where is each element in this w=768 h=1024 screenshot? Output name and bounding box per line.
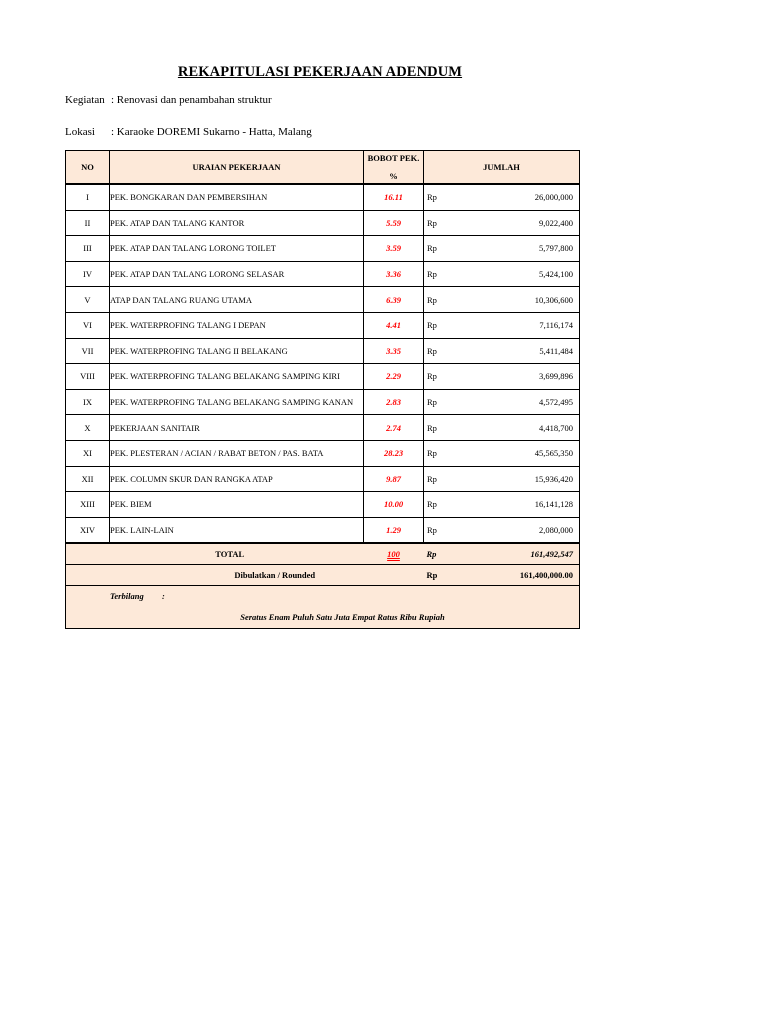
row-uraian: PEK. PLESTERAN / ACIAN / RABAT BETON / PAS. BATA: [110, 440, 364, 466]
terbilang-colon: :: [161, 591, 165, 602]
header-bobot: [364, 151, 424, 185]
row-uraian: PEKERJAAN SANITAIR: [110, 415, 364, 441]
row-jumlah-cell: [424, 312, 580, 338]
row-uraian: PEK. WATERPROFING TALANG BELAKANG SAMPING KIRI: [110, 364, 364, 390]
row-jumlah: 2,080,000: [539, 525, 573, 536]
row-jumlah: 16,141,128: [534, 499, 573, 510]
row-jumlah: 5,797,800: [539, 243, 573, 254]
row-uraian: PEK. COLUMN SKUR DAN RANGKA ATAP: [110, 466, 364, 492]
row-jumlah-cell: [424, 210, 580, 236]
row-no: IX: [66, 389, 110, 415]
row-no: V: [66, 287, 110, 313]
row-bobot: 3.59: [364, 236, 424, 262]
header-uraian: URAIAN PEKERJAAN: [110, 151, 364, 185]
row-bobot: 28.23: [364, 440, 424, 466]
table-row: [66, 338, 580, 364]
table-row: [66, 389, 580, 415]
row-bobot: 2.83: [364, 389, 424, 415]
total-bobot: 100: [387, 549, 400, 560]
row-currency: Rp: [427, 269, 437, 280]
row-jumlah-cell: [424, 287, 580, 313]
row-uraian: PEK. ATAP DAN TALANG LORONG SELASAR: [110, 261, 364, 287]
row-uraian: PEK. WATERPROFING TALANG II BELAKANG: [110, 338, 364, 364]
row-jumlah: 5,411,484: [539, 345, 573, 356]
row-jumlah-cell: [424, 338, 580, 364]
row-currency: Rp: [427, 473, 437, 484]
lokasi-label: Lokasi: [65, 126, 95, 138]
row-bobot: 16.11: [364, 184, 424, 210]
table-row: [66, 184, 580, 210]
row-jumlah: 4,572,495: [539, 397, 573, 408]
row-currency: Rp: [427, 243, 437, 254]
row-jumlah: 4,418,700: [539, 422, 573, 433]
terbilang-cell: [66, 586, 580, 607]
row-currency: Rp: [427, 448, 437, 459]
row-jumlah-cell: [424, 184, 580, 210]
page-title: REKAPITULASI PEKERJAAN ADENDUM: [177, 64, 463, 80]
row-bobot: 3.36: [364, 261, 424, 287]
row-no: II: [66, 210, 110, 236]
row-currency: Rp: [427, 320, 437, 331]
row-bobot: 5.59: [364, 210, 424, 236]
row-bobot: 2.29: [364, 364, 424, 390]
row-no: I: [66, 184, 110, 210]
row-uraian: PEK. ATAP DAN TALANG LORONG TOILET: [110, 236, 364, 262]
table-row: [66, 415, 580, 441]
rekap-table: [65, 150, 580, 629]
row-jumlah-cell: [424, 236, 580, 262]
total-currency: Rp: [426, 549, 437, 560]
kegiatan-line: [65, 94, 272, 106]
row-no: III: [66, 236, 110, 262]
row-jumlah-cell: [424, 440, 580, 466]
row-jumlah-cell: [424, 364, 580, 390]
total-row: [66, 543, 580, 565]
row-jumlah-cell: [424, 415, 580, 441]
row-currency: Rp: [427, 192, 437, 203]
row-jumlah: 45,565,350: [534, 448, 573, 459]
row-bobot: 4.41: [364, 312, 424, 338]
row-no: XI: [66, 440, 110, 466]
row-jumlah-cell: [424, 261, 580, 287]
row-jumlah: 15,936,420: [534, 473, 573, 484]
row-currency: Rp: [427, 371, 437, 382]
total-label-cell: [66, 543, 364, 565]
row-jumlah: 26,000,000: [534, 192, 573, 203]
words-row: [66, 606, 580, 629]
kegiatan-label: Kegiatan: [65, 94, 105, 106]
header-bobot-line1: BOBOT PEK.: [367, 152, 420, 163]
rounded-row: [66, 565, 580, 586]
row-currency: Rp: [427, 294, 437, 305]
header-bobot-line2: %: [389, 170, 398, 181]
row-uraian: PEK. LAIN-LAIN: [110, 517, 364, 543]
header-no: NO: [66, 151, 110, 185]
total-jumlah: 161,492,547: [530, 549, 573, 560]
rounded-jumlah: 161,400,000.00: [519, 570, 573, 581]
row-bobot: 10.00: [364, 492, 424, 518]
row-jumlah: 7,116,174: [539, 320, 573, 331]
terbilang-row: [66, 586, 580, 607]
table-row: [66, 517, 580, 543]
rounded-label-cell: [66, 565, 424, 586]
table-row: [66, 440, 580, 466]
row-uraian: PEK. WATERPROFING TALANG BELAKANG SAMPING KANAN: [110, 389, 364, 415]
row-no: X: [66, 415, 110, 441]
total-jumlah-cell: [424, 543, 580, 565]
table-row: [66, 492, 580, 518]
row-uraian: PEK. WATERPROFING TALANG I DEPAN: [110, 312, 364, 338]
table-row: [66, 287, 580, 313]
row-no: VII: [66, 338, 110, 364]
row-currency: Rp: [427, 422, 437, 433]
row-jumlah: 10,306,600: [534, 294, 573, 305]
row-currency: Rp: [427, 499, 437, 510]
row-jumlah-cell: [424, 466, 580, 492]
row-no: VI: [66, 312, 110, 338]
row-bobot: 1.29: [364, 517, 424, 543]
row-uraian: PEK. ATAP DAN TALANG KANTOR: [110, 210, 364, 236]
table-row: [66, 261, 580, 287]
row-jumlah: 5,424,100: [539, 269, 573, 280]
row-uraian: PEK. BIEM: [110, 492, 364, 518]
row-jumlah-cell: [424, 389, 580, 415]
row-currency: Rp: [427, 345, 437, 356]
row-bobot: 9.87: [364, 466, 424, 492]
lokasi-value: : Karaoke DOREMI Sukarno - Hatta, Malang: [111, 126, 312, 138]
table-row: [66, 364, 580, 390]
row-bobot: 3.35: [364, 338, 424, 364]
table-header-row: [66, 151, 580, 185]
row-currency: Rp: [427, 217, 437, 228]
table-row: [66, 466, 580, 492]
table-row: [66, 210, 580, 236]
row-no: XII: [66, 466, 110, 492]
rounded-currency: Rp: [426, 570, 438, 581]
row-no: IV: [66, 261, 110, 287]
row-jumlah-cell: [424, 517, 580, 543]
table-row: [66, 312, 580, 338]
row-no: XIV: [66, 517, 110, 543]
row-currency: Rp: [427, 397, 437, 408]
terbilang-words: Seratus Enam Puluh Satu Juta Empat Ratus Ribu Rupiah: [66, 606, 580, 629]
terbilang-label: Terbilang: [110, 591, 144, 602]
kegiatan-value: : Renovasi dan penambahan struktur: [111, 94, 272, 106]
rounded-label: Dibulatkan / Rounded: [234, 570, 316, 581]
table-row: [66, 236, 580, 262]
row-currency: Rp: [427, 525, 437, 536]
row-no: XIII: [66, 492, 110, 518]
row-bobot: 2.74: [364, 415, 424, 441]
row-jumlah: 3,699,896: [539, 371, 573, 382]
total-bobot-cell: [364, 543, 424, 565]
row-jumlah-cell: [424, 492, 580, 518]
row-bobot: 6.39: [364, 287, 424, 313]
lokasi-line: [65, 126, 312, 138]
rounded-jumlah-cell: [424, 565, 580, 586]
header-jumlah: JUMLAH: [424, 151, 580, 185]
row-no: VIII: [66, 364, 110, 390]
total-label: TOTAL: [215, 549, 245, 560]
row-uraian: ATAP DAN TALANG RUANG UTAMA: [110, 287, 364, 313]
row-jumlah: 9,022,400: [539, 217, 573, 228]
row-uraian: PEK. BONGKARAN DAN PEMBERSIHAN: [110, 184, 364, 210]
